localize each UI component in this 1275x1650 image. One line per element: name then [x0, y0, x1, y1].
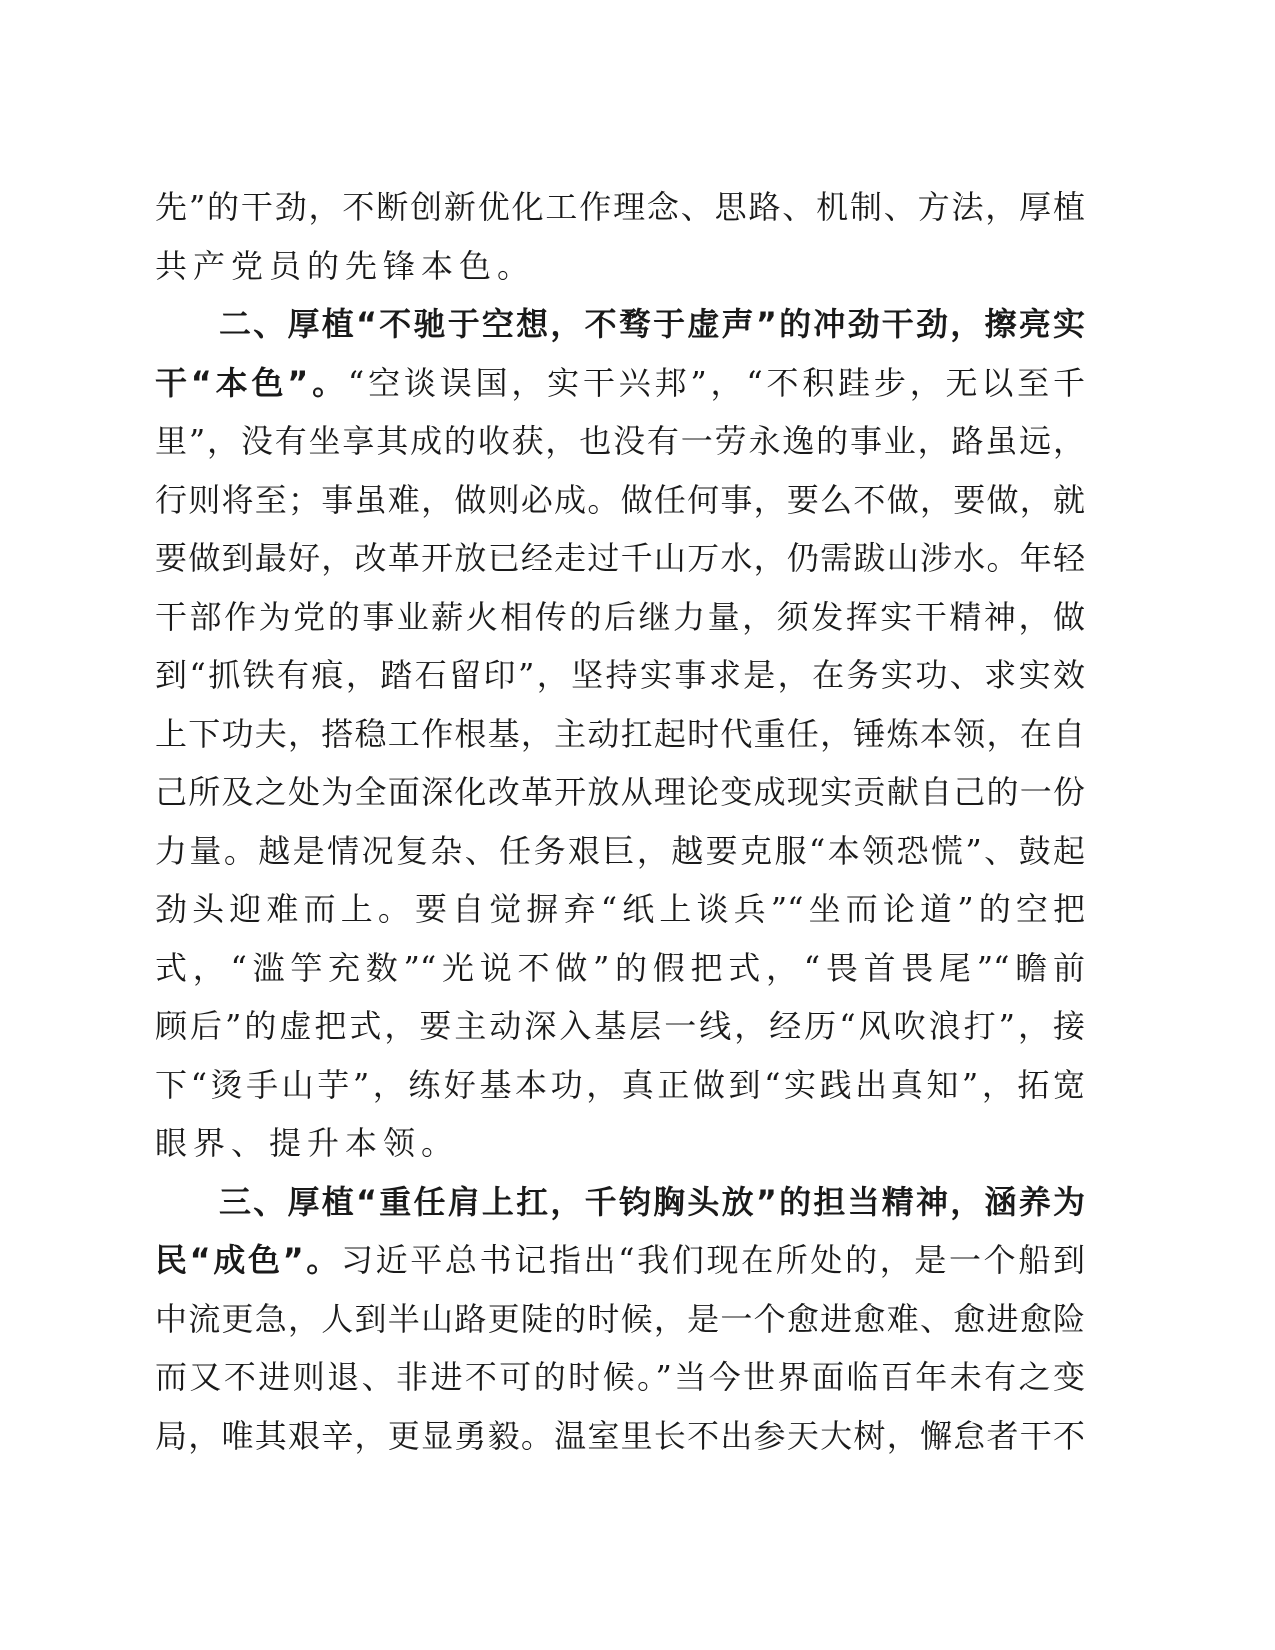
line-text: 己所及之处为全面深化改革开放从理论变成现实贡献自己的一份 [155, 773, 1085, 811]
line-text: 劲头迎难而上。要自觉摒弃“纸上谈兵”“坐而论道”的空把 [155, 890, 1085, 928]
text-line [155, 354, 1085, 413]
line-text: 局，唯其艰辛，更显勇毅。温室里长不出参天大树，懈怠者干不 [155, 1416, 1085, 1455]
text-line [155, 646, 1085, 705]
section-heading: 二、厚植“不驰于空想，不骛于虚声”的冲劲干劲，擦亮实 [219, 305, 1085, 343]
section-heading: 干“本色”。 [155, 363, 348, 402]
section-heading: 三、厚植“重任肩上扛，千钧胸头放”的担当精神，涵养为 [219, 1182, 1085, 1221]
line-text: 习近平总书记指出“我们现在所处的，是一个船到 [340, 1241, 1085, 1279]
line-text: 里”，没有坐享其成的收获，也没有一劳永逸的事业，路虽远， [155, 422, 1085, 460]
text-line [155, 822, 1085, 881]
line-text: 到“抓铁有痕，踏石留印”，坚持实事求是，在务实功、求实效 [155, 656, 1085, 694]
text-line [155, 763, 1085, 822]
text-line [155, 880, 1085, 939]
line-text: 下“烫手山芋”，练好基本功，真正做到“实践出真知”，拓宽 [155, 1065, 1085, 1104]
section-heading-line [155, 295, 1085, 354]
text-line [155, 529, 1085, 588]
text-line [155, 1290, 1085, 1349]
text-line [155, 939, 1085, 998]
text-line [155, 997, 1085, 1056]
line-text: 要做到最好，改革开放已经走过千山万水，仍需跋山涉水。年轻 [155, 539, 1085, 577]
text-line [155, 705, 1085, 764]
line-text: 眼界、提升本领。 [155, 1124, 460, 1162]
text-line [155, 1056, 1085, 1115]
line-text: 顾后”的虚把式，要主动深入基层一线，经历“风吹浪打”，接 [155, 1007, 1085, 1045]
text-line [155, 412, 1085, 471]
text-line [155, 1407, 1085, 1466]
text-line [155, 588, 1085, 647]
line-text: 力量。越是情况复杂、任务艰巨，越要克服“本领恐慌”、鼓起 [155, 831, 1085, 870]
text-line [155, 1114, 1085, 1173]
line-text: 干部作为党的事业薪火相传的后继力量，须发挥实干精神，做 [155, 597, 1085, 636]
section-heading: 民“成色”。 [155, 1241, 341, 1279]
text-line [155, 1348, 1085, 1407]
line-text: 上下功夫，搭稳工作根基，主动扛起时代重任，锤炼本领，在自 [155, 714, 1085, 753]
line-text: 式，“滥竽充数”“光说不做”的假把式，“畏首畏尾”“瞻前 [155, 948, 1085, 987]
text-line [155, 1231, 1085, 1290]
text-line [155, 178, 1085, 237]
text-line [155, 237, 1085, 296]
line-text: 而又不进则退、非进不可的时候。”当今世界面临百年未有之变 [155, 1358, 1085, 1396]
section-heading-line [155, 1173, 1085, 1232]
text-line [155, 471, 1085, 530]
line-text: 共产党员的先锋本色。 [155, 246, 536, 285]
line-text: 行则将至；事虽难，做则必成。做任何事，要么不做，要做，就 [155, 480, 1085, 519]
line-text: “空谈误国，实干兴邦”，“不积跬步，无以至千 [347, 363, 1085, 402]
body-text [155, 178, 1085, 1465]
line-text: 中流更急，人到半山路更陡的时候，是一个愈进愈难、愈进愈险 [155, 1299, 1085, 1338]
line-text: 先”的干劲，不断创新优化工作理念、思路、机制、方法，厚植 [155, 188, 1085, 226]
